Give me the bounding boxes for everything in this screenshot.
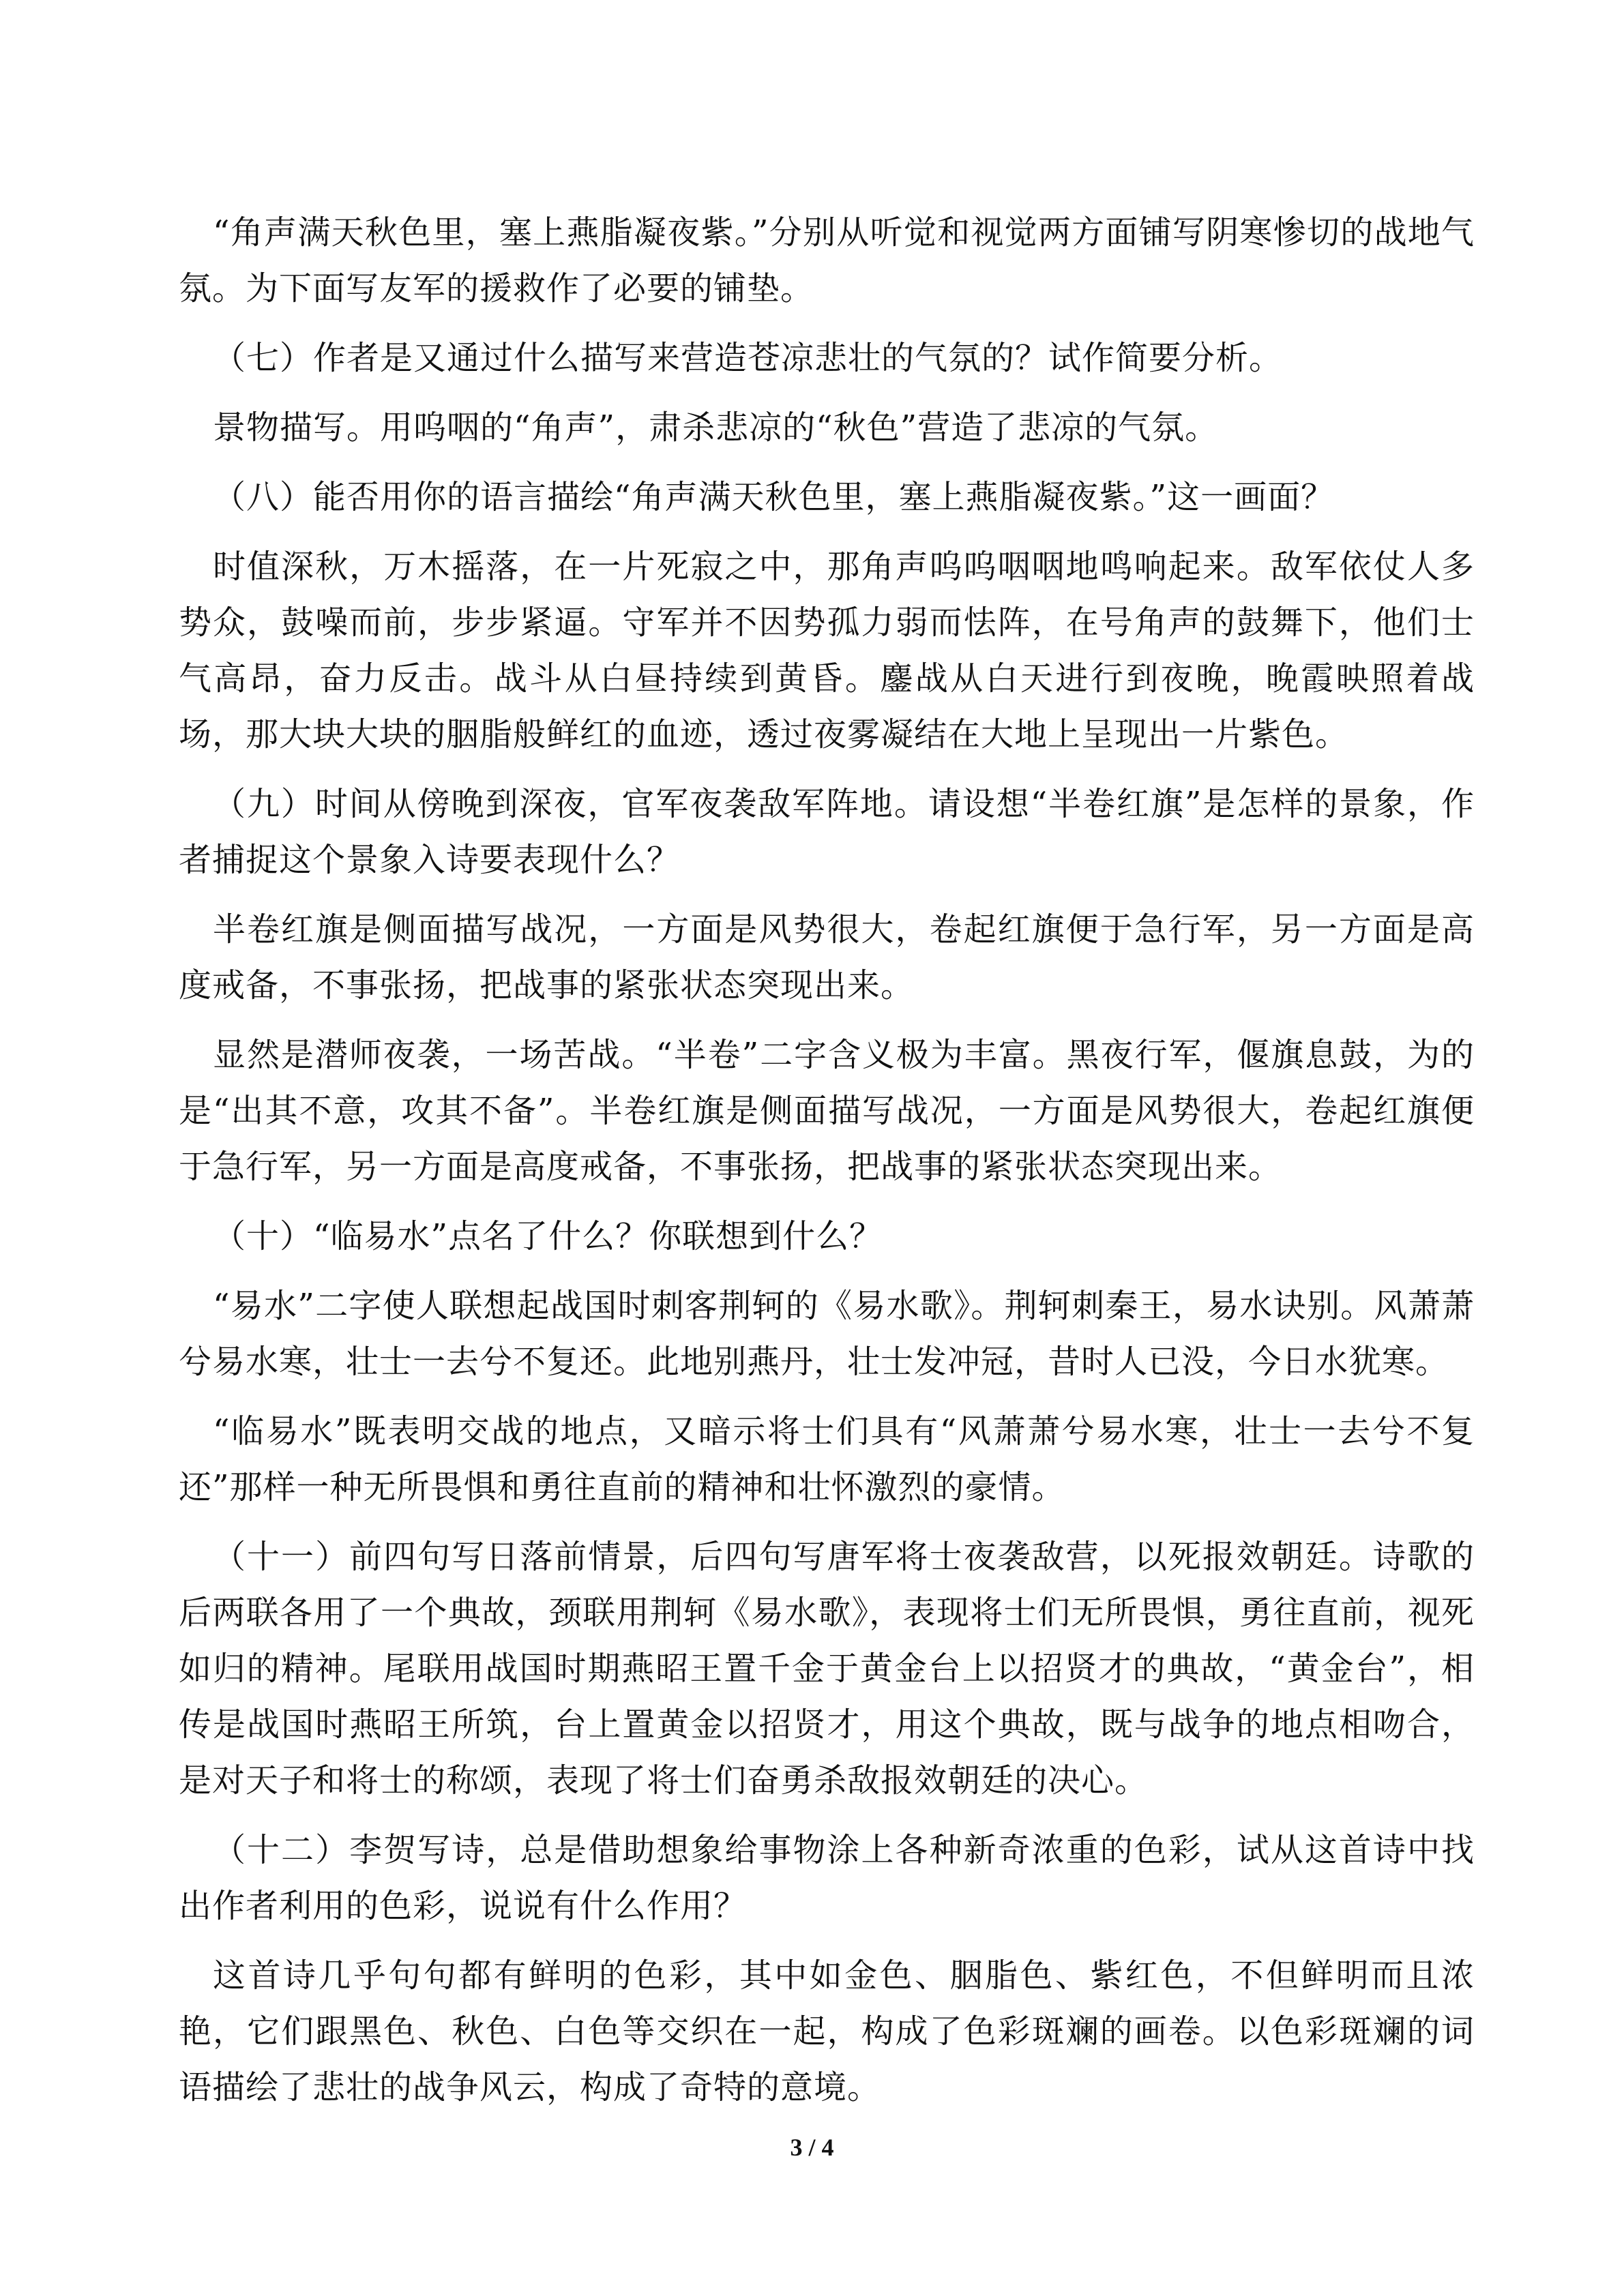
question-11: （十一）前四句写日落前情景，后四句写唐军将士夜袭敌营，以死报效朝廷。诗歌的后两联各用了一个典故，颈联用荆轲《易水歌》，表现将士们无所畏惧，勇往直前，视死如归的精神。尾联用战国时期燕昭王置千金于黄金台上以招贤才的典故，“黄金台”，相传是战国时燕昭王所筑，台上置黄金以招贤才，用这个典故，既与战争的地点相吻合，是对天子和将士的称颂，表现了将士们奋勇杀敌报效朝廷的决心。 (179, 1538, 1475, 1800)
question-7: （七）作者是又通过什么描写来营造苍凉悲壮的气氛的？试作简要分析。 (213, 339, 1283, 377)
question-10: （十）“临易水”点名了什么？你联想到什么？ (213, 1217, 883, 1255)
page-number: 3 / 4 (790, 2134, 834, 2161)
question-8: （八）能否用你的语言描绘“角声满天秋色里，塞上燕脂凝夜紫。”这一画面？ (213, 478, 1335, 516)
answer-12: 这首诗几乎句句都有鲜明的色彩，其中如金色、胭脂色、紫红色，不但鲜明而且浓艳，它们跟黑色、秋色、白色等交织在一起，构成了色彩斑斓的画卷。以色彩斑斓的词语描绘了悲壮的战争风云，构成了奇特的意境。 (179, 1956, 1475, 2106)
document-body (179, 205, 1475, 2129)
question-9: （九）时间从傍晚到深夜，官军夜袭敌军阵地。请设想“半卷红旗”是怎样的景象，作者捕捉这个景象入诗要表现什么？ (179, 785, 1475, 879)
answer-9: 半卷红旗是侧面描写战况，一方面是风势很大，卷起红旗便于急行军，另一方面是高度戒备，不事张扬，把战事的紧张状态突现出来。 (179, 910, 1475, 1004)
paragraph: “角声满天秋色里，塞上燕脂凝夜紫。”分别从听觉和视觉两方面铺写阴寒惨切的战地气氛。为下面写友军的援救作了必要的铺垫。 (179, 213, 1475, 308)
answer-10: “易水”二字使人联想起战国时刺客荆轲的《易水歌》。荆轲刺秦王，易水诀别。风萧萧兮易水寒，壮士一去兮不复还。此地别燕丹，壮士发冲冠，昔时人已没，今日水犹寒。 (179, 1287, 1475, 1381)
answer-9-extended: 显然是潜师夜袭，一场苦战。“半卷”二字含义极为丰富。黑夜行军，偃旗息鼓，为的是“出其不意，攻其不备”。半卷红旗是侧面描写战况，一方面是风势很大，卷起红旗便于急行军，另一方面是高度戒备，不事张扬，把战事的紧张状态突现出来。 (179, 1036, 1475, 1186)
answer-10-extended: “临易水”既表明交战的地点，又暗示将士们具有“风萧萧兮易水寒，壮士一去兮不复还”那样一种无所畏惧和勇往直前的精神和壮怀激烈的豪情。 (179, 1412, 1475, 1506)
question-12: （十二）李贺写诗，总是借助想象给事物涂上各种新奇浓重的色彩，试从这首诗中找出作者利用的色彩，说说有什么作用？ (179, 1831, 1475, 1925)
answer-8: 时值深秋，万木摇落，在一片死寂之中，那角声呜呜咽咽地鸣响起来。敌军依仗人多势众，鼓噪而前，步步紧逼。守军并不因势孤力弱而怯阵，在号角声的鼓舞下，他们士气高昂，奋力反击。战斗从白昼持续到黄昏。鏖战从白天进行到夜晚，晚霞映照着战场，那大块大块的胭脂般鲜红的血迹，透过夜雾凝结在大地上呈现出一片紫色。 (179, 548, 1475, 754)
answer-7: 景物描写。用呜咽的“角声”，肃杀悲凉的“秋色”营造了悲凉的气氛。 (213, 408, 1219, 447)
